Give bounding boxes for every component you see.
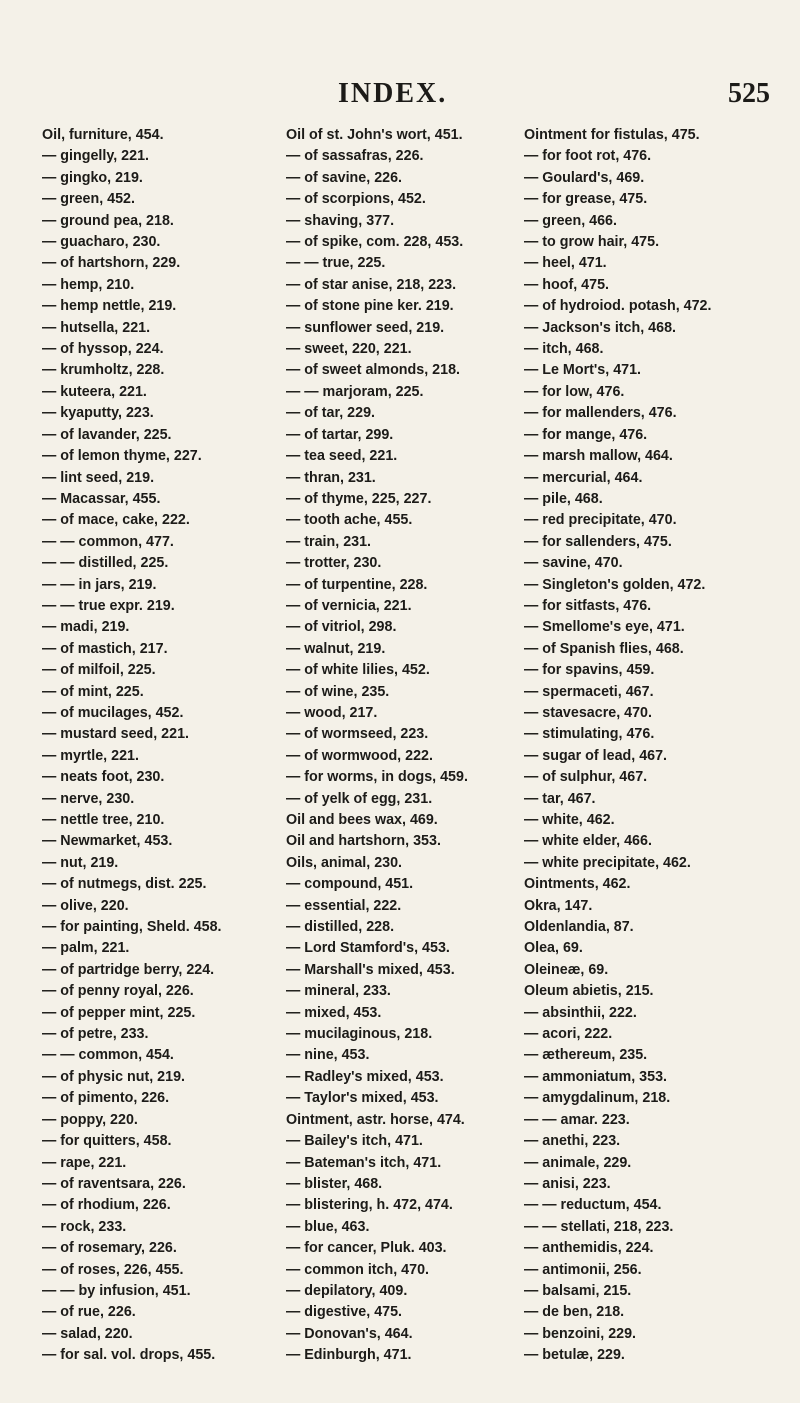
index-entry: — anthemidis, 224. (524, 1240, 654, 1257)
index-entry: — for grease, 475. (524, 191, 648, 208)
index-entry: — of rhodium, 226. (42, 1197, 171, 1214)
index-entry: — sweet, 220, 221. (286, 341, 412, 358)
index-entry: — green, 466. (524, 212, 617, 229)
index-entry: — Taylor's mixed, 453. (286, 1090, 439, 1107)
index-entry: — of hydroiod. potash, 472. (524, 298, 712, 315)
page-header (0, 78, 800, 108)
index-entry: — of tar, 229. (286, 405, 375, 422)
index-entry: — hoof, 475. (524, 276, 609, 293)
index-entry: — gingelly, 221. (42, 148, 149, 165)
index-entry: — of sassafras, 226. (286, 148, 424, 165)
index-entry: — neats foot, 230. (42, 769, 165, 786)
page-title: INDEX. (338, 78, 448, 109)
index-entry: — white precipitate, 462. (524, 854, 691, 871)
index-entry: — thran, 231. (286, 469, 376, 486)
index-entry: — acori, 222. (524, 1026, 613, 1043)
index-entry: — — common, 454. (42, 1047, 174, 1064)
index-entry: — of tartar, 299. (286, 426, 394, 443)
index-entry: — madi, 219. (42, 619, 130, 636)
index-entry: — ground pea, 218. (42, 212, 174, 229)
index-entry: — of vitriol, 298. (286, 619, 397, 636)
index-entry: — of Spanish flies, 468. (524, 640, 684, 657)
index-entry: — blister, 468. (286, 1175, 383, 1192)
index-entry: — antimonii, 256. (524, 1261, 642, 1278)
index-entry: — of thyme, 225, 227. (286, 490, 432, 507)
index-entry: — of scorpions, 452. (286, 191, 426, 208)
index-entry: — of mucilages, 452. (42, 704, 184, 721)
index-entry: — for low, 476. (524, 383, 625, 400)
index-entry: — mercurial, 464. (524, 469, 643, 486)
index-entry: — for spavins, 459. (524, 662, 655, 679)
index-entry: — Edinburgh, 471. (286, 1347, 412, 1364)
index-entry: — stimulating, 476. (524, 726, 655, 743)
index-entry: — nettle tree, 210. (42, 812, 165, 828)
index-entry: — of petre, 233. (42, 1026, 149, 1043)
index-entry: — of mint, 225. (42, 683, 144, 700)
index-entry: — trotter, 230. (286, 555, 382, 572)
index-entry: — white elder, 466. (524, 833, 652, 850)
index-entry: — itch, 468. (524, 341, 604, 358)
index-entry: — distilled, 228. (286, 919, 395, 936)
index-entry: — Marshall's mixed, 453. (286, 961, 455, 978)
index-entry: — — in jars, 219. (42, 576, 157, 593)
index-entry: Ointment, astr. horse, 474. (286, 1111, 465, 1128)
index-entry: — for cancer, Pluk. 403. (286, 1240, 447, 1257)
index-entry: — of raventsara, 226. (42, 1175, 186, 1192)
index-entry: — of yelk of egg, 231. (286, 790, 433, 807)
index-entry: — lint seed, 219. (42, 469, 155, 486)
index-entry: — Jackson's itch, 468. (524, 319, 677, 336)
index-entry: — of savine, 226. (286, 169, 403, 186)
index-entry: — mixed, 453. (286, 1004, 382, 1021)
index-entry: — mucilaginous, 218. (286, 1026, 433, 1043)
index-entry: — of spike, com. 228, 453. (286, 234, 464, 251)
index-entry: — — true expr. 219. (42, 597, 175, 614)
index-entry: Oil and bees wax, 469. (286, 812, 438, 828)
index-entry: — Smellome's eye, 471. (524, 619, 685, 636)
index-entry: Okra, 147. (524, 897, 593, 914)
index-entry: Ointments, 462. (524, 876, 631, 893)
index-entry: — — stellati, 218, 223. (524, 1218, 674, 1235)
index-entry: — balsami, 215. (524, 1282, 632, 1299)
index-entry: — anethi, 223. (524, 1133, 621, 1150)
index-entry: — of star anise, 218, 223. (286, 276, 457, 293)
index-entry: — kuteera, 221. (42, 383, 147, 400)
index-entry: — æthereum, 235. (524, 1047, 648, 1064)
index-entry: — for sal. vol. drops, 455. (42, 1347, 216, 1364)
index-entry: — Newmarket, 453. (42, 833, 173, 850)
index-entry: — mineral, 233. (286, 983, 391, 1000)
index-entry: — of stone pine ker. 219. (286, 298, 454, 315)
index-entry: — Lord Stamford's, 453. (286, 940, 450, 957)
index-entry: — savine, 470. (524, 555, 623, 572)
index-entry: — — by infusion, 451. (42, 1282, 191, 1299)
index-entry: — spermaceti, 467. (524, 683, 654, 700)
index-entry: — shaving, 377. (286, 212, 395, 229)
index-entry: — common itch, 470. (286, 1261, 430, 1278)
index-entry: — of sweet almonds, 218. (286, 362, 460, 379)
index-entry: — betulæ, 229. (524, 1347, 625, 1364)
index-entry: — of hyssop, 224. (42, 341, 164, 358)
index-entry: — train, 231. (286, 533, 372, 550)
index-entry: — of turpentine, 228. (286, 576, 428, 593)
index-entry: — krumholtz, 228. (42, 362, 165, 379)
index-entry: — wood, 217. (286, 704, 378, 721)
index-entry: Oleineæ, 69. (524, 961, 609, 978)
index-entry: — anisi, 223. (524, 1175, 611, 1192)
index-entry: — for mange, 476. (524, 426, 648, 443)
index-entry: — of mace, cake, 222. (42, 512, 190, 529)
index-entry: — benzoini, 229. (524, 1325, 637, 1342)
index-entry: — compound, 451. (286, 876, 414, 893)
index-entry: — kyaputty, 223. (42, 405, 154, 422)
index-entry: — Macassar, 455. (42, 490, 161, 507)
index-entry: — — common, 477. (42, 533, 174, 550)
index-entry: Oil of st. John's wort, 451. (286, 127, 463, 143)
index-entry: — walnut, 219. (286, 640, 386, 657)
index-entry: — for mallenders, 476. (524, 405, 677, 422)
index-entry: — Bailey's itch, 471. (286, 1133, 423, 1150)
index-entry: Olea, 69. (524, 940, 583, 957)
index-entry: — — amar. 223. (524, 1111, 630, 1128)
index-entry: — ammoniatum, 353. (524, 1068, 668, 1085)
index-entry: — myrtle, 221. (42, 747, 139, 764)
index-entry: — depilatory, 409. (286, 1282, 408, 1299)
index-entry: Oldenlandia, 87. (524, 919, 634, 936)
index-entry: — nut, 219. (42, 854, 119, 871)
index-entry: — mustard seed, 221. (42, 726, 190, 743)
index-entry: — rock, 233. (42, 1218, 127, 1235)
index-entry: — pile, 468. (524, 490, 603, 507)
index-entry: — hutsella, 221. (42, 319, 151, 336)
index-entry: — of roses, 226, 455. (42, 1261, 184, 1278)
index-entry: — stavesacre, 470. (524, 704, 652, 721)
index-entry: — for sallenders, 475. (524, 533, 672, 550)
index-entry: — of sulphur, 467. (524, 769, 648, 786)
index-entry: — de ben, 218. (524, 1304, 625, 1321)
index-entry: — of wormwood, 222. (286, 747, 433, 764)
index-entry: — marsh mallow, 464. (524, 448, 673, 465)
index-entry: — animale, 229. (524, 1154, 632, 1171)
index-entry: — of rosemary, 226. (42, 1240, 177, 1257)
index-entry: — of nutmegs, dist. 225. (42, 876, 207, 893)
index-entry: — sunflower seed, 219. (286, 319, 445, 336)
index-entry: — of rue, 226. (42, 1304, 136, 1321)
index-entry: — red precipitate, 470. (524, 512, 677, 529)
index-entry: — of hartshorn, 229. (42, 255, 181, 272)
index-entry: — green, 452. (42, 191, 135, 208)
index-entry: — white, 462. (524, 812, 615, 828)
index-entry: — hemp, 210. (42, 276, 135, 293)
index-entry: — for worms, in dogs, 459. (286, 769, 468, 786)
index-entry: — of pepper mint, 225. (42, 1004, 196, 1021)
index-entry: — of mastich, 217. (42, 640, 168, 657)
index-entry: — for foot rot, 476. (524, 148, 652, 165)
index-entry: — of white lilies, 452. (286, 662, 430, 679)
index-entry: Ointment for fistulas, 475. (524, 127, 700, 143)
index-entry: — tooth ache, 455. (286, 512, 413, 529)
index-entry: — for quitters, 458. (42, 1133, 172, 1150)
index-column-3 (524, 125, 784, 1367)
index-entry: — of wormseed, 223. (286, 726, 429, 743)
index-entry: — of penny royal, 226. (42, 983, 194, 1000)
index-entry: — — true, 225. (286, 255, 386, 272)
index-entry: — rape, 221. (42, 1154, 127, 1171)
index-entry: — blue, 463. (286, 1218, 370, 1235)
index-entry: — nine, 453. (286, 1047, 370, 1064)
index-entry: — digestive, 475. (286, 1304, 403, 1321)
index-entry: — of pimento, 226. (42, 1090, 170, 1107)
index-entry: — gingko, 219. (42, 169, 143, 186)
index-entry: — of milfoil, 225. (42, 662, 156, 679)
index-entry: — hemp nettle, 219. (42, 298, 177, 315)
index-entry: — essential, 222. (286, 897, 402, 914)
index-entry: — Singleton's golden, 472. (524, 576, 706, 593)
page-number: 525 (728, 78, 770, 109)
index-entry: — palm, 221. (42, 940, 130, 957)
index-entry: — of partridge berry, 224. (42, 961, 215, 978)
index-entry: — for painting, Sheld. 458. (42, 919, 222, 936)
index-columns (42, 125, 782, 1364)
index-entry: — — distilled, 225. (42, 555, 169, 572)
index-entry: — of lemon thyme, 227. (42, 448, 202, 465)
index-entry: — nerve, 230. (42, 790, 135, 807)
index-entry: — — reductum, 454. (524, 1197, 662, 1214)
index-entry: — tar, 467. (524, 790, 596, 807)
index-entry: — Le Mort's, 471. (524, 362, 642, 379)
index-entry: — of wine, 235. (286, 683, 390, 700)
index-entry: — of physic nut, 219. (42, 1068, 185, 1085)
index-entry: — sugar of lead, 467. (524, 747, 668, 764)
index-entry: — olive, 220. (42, 897, 129, 914)
index-entry: — tea seed, 221. (286, 448, 398, 465)
index-entry: Oil and hartshorn, 353. (286, 833, 441, 850)
index-entry: — guacharo, 230. (42, 234, 161, 251)
index-entry: — amygdalinum, 218. (524, 1090, 671, 1107)
index-entry: — of lavander, 225. (42, 426, 172, 443)
index-entry: — Goulard's, 469. (524, 169, 645, 186)
index-entry: — blistering, h. 472, 474. (286, 1197, 453, 1214)
index-entry: — poppy, 220. (42, 1111, 138, 1128)
index-entry: — absinthii, 222. (524, 1004, 637, 1021)
index-column-2 (286, 125, 546, 1367)
index-entry: — — marjoram, 225. (286, 383, 424, 400)
index-entry: — to grow hair, 475. (524, 234, 660, 251)
index-entry: — heel, 471. (524, 255, 607, 272)
index-column-1 (42, 125, 302, 1367)
index-entry: — Donovan's, 464. (286, 1325, 413, 1342)
index-entry: — for sitfasts, 476. (524, 597, 652, 614)
index-entry: — salad, 220. (42, 1325, 133, 1342)
index-entry: Oleum abietis, 215. (524, 983, 654, 1000)
index-entry: — Bateman's itch, 471. (286, 1154, 442, 1171)
index-entry: Oils, animal, 230. (286, 854, 403, 871)
index-entry: — of vernicia, 221. (286, 597, 412, 614)
index-entry: Oil, furniture, 454. (42, 127, 164, 143)
index-entry: — Radley's mixed, 453. (286, 1068, 444, 1085)
